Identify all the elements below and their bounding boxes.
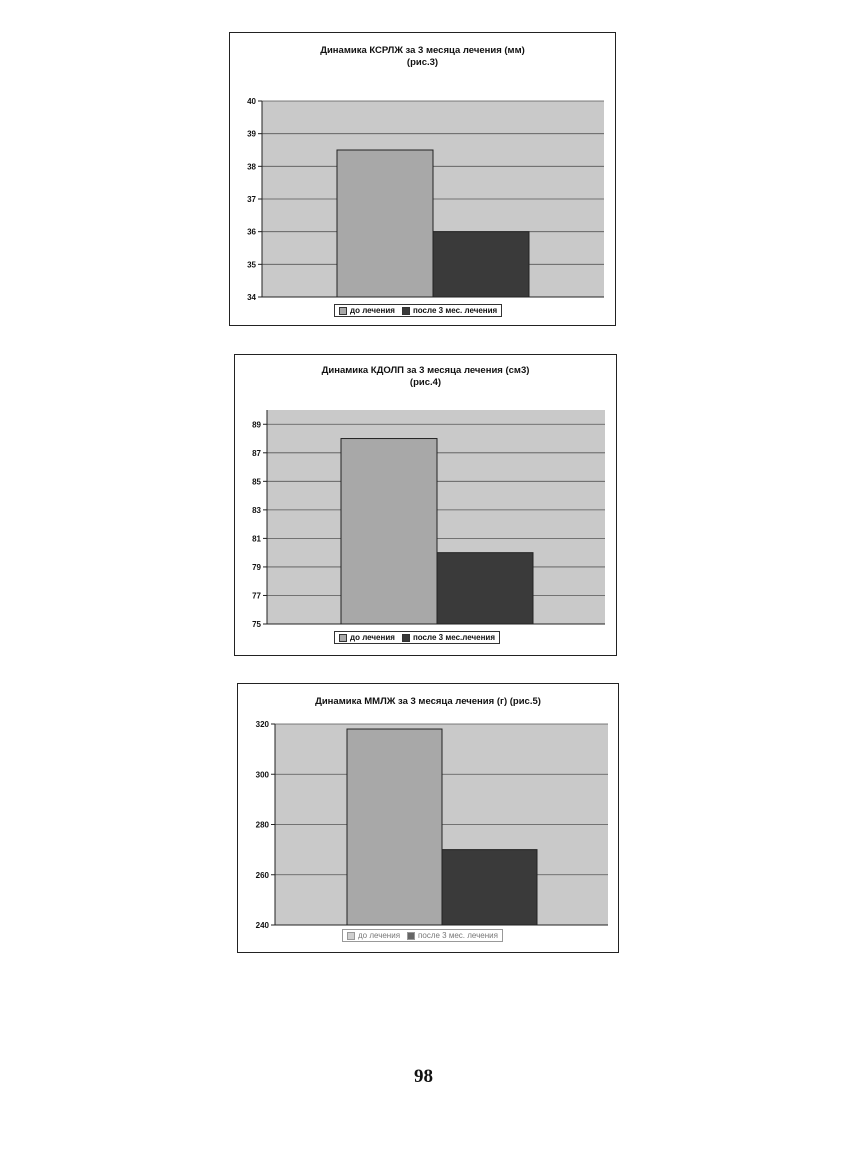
legend-swatch-after — [402, 307, 410, 315]
y-tick-label: 75 — [252, 620, 261, 629]
chart-legend — [334, 631, 500, 644]
y-tick-label: 35 — [247, 260, 256, 270]
chart-kdolp — [234, 354, 617, 656]
legend-swatch-before — [339, 307, 347, 315]
bar-after-treatment — [437, 553, 533, 624]
y-tick-label: 38 — [247, 162, 256, 172]
bar-after-treatment — [433, 232, 529, 297]
chart-mmlzh — [237, 683, 619, 953]
y-tick-label: 36 — [247, 227, 256, 237]
legend-swatch-before — [339, 634, 347, 642]
bar-before-treatment — [341, 439, 437, 624]
chart-legend — [342, 929, 503, 942]
legend-swatch-after — [402, 634, 410, 642]
legend-label-before: до лечения — [350, 633, 395, 642]
y-tick-label: 39 — [247, 129, 256, 139]
page-number: 98 — [414, 1066, 433, 1087]
y-tick-label: 260 — [255, 870, 269, 880]
legend-label-after: после 3 мес. лечения — [412, 306, 498, 315]
bar-before-treatment — [337, 150, 433, 297]
chart-title-line-1: Динамика ММЛЖ за 3 месяца лечения (г) (рис.5) — [315, 696, 541, 707]
y-tick-label: 34 — [247, 293, 256, 302]
y-tick-label: 40 — [247, 97, 256, 106]
y-tick-label: 240 — [255, 921, 269, 930]
chart-svg — [230, 33, 615, 325]
y-tick-label: 81 — [252, 534, 261, 544]
chart-svg — [238, 684, 618, 952]
y-tick-label: 85 — [252, 477, 261, 487]
chart-title-line-1: Динамика КСРЛЖ за 3 месяца лечения (мм) — [320, 45, 525, 56]
chart-title-line-2: (рис.3) — [406, 57, 439, 68]
bar-before-treatment — [347, 729, 442, 925]
y-tick-label: 87 — [252, 448, 261, 458]
y-tick-label: 77 — [252, 591, 261, 601]
chart-title-line-1: Динамика КДОЛП за 3 месяца лечения (см3) — [321, 365, 530, 376]
legend-label-before: до лечения — [358, 931, 401, 940]
y-tick-label: 79 — [252, 562, 261, 572]
legend-swatch-before — [347, 932, 355, 940]
chart-ksrlzh — [229, 32, 616, 326]
legend-swatch-after — [407, 932, 415, 940]
y-tick-label: 83 — [252, 505, 261, 515]
bar-after-treatment — [442, 850, 537, 925]
y-tick-label: 89 — [252, 420, 261, 430]
legend-label-before: до лечения — [350, 306, 395, 315]
chart-svg — [235, 355, 616, 655]
chart-legend — [334, 304, 502, 317]
legend-label-after: после 3 мес. лечения — [418, 931, 498, 940]
y-tick-label: 37 — [247, 195, 256, 204]
chart-title-line-2: (рис.4) — [409, 377, 442, 388]
y-tick-label: 320 — [255, 720, 269, 729]
y-tick-label: 280 — [255, 820, 269, 830]
y-tick-label: 300 — [255, 770, 269, 780]
legend-label-after: после 3 мес.лечения — [412, 633, 495, 642]
